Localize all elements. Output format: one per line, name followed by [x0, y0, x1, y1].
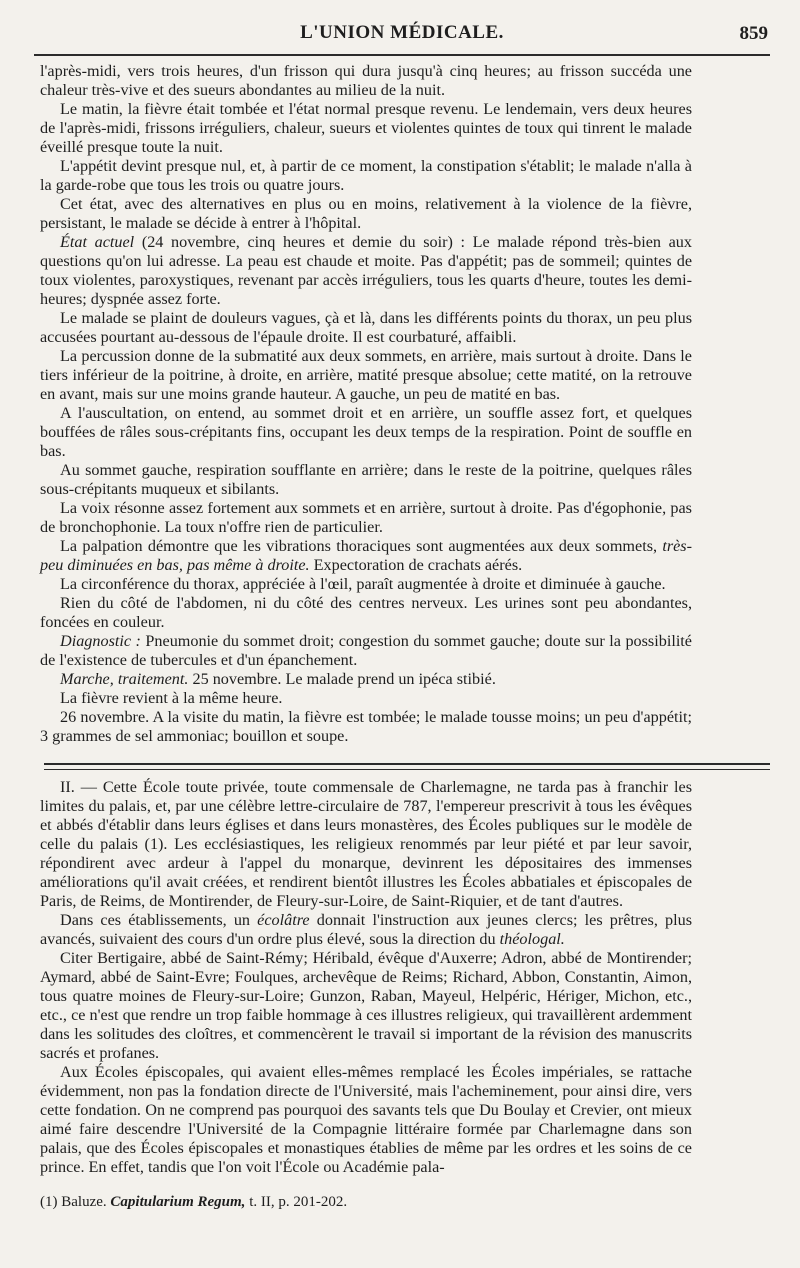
case-paragraph — [40, 499, 692, 537]
text-run: II. — Cette École toute privée, toute commensale de Charlemagne, ne tarda pas à franchir les limites du palais, et, par une célèbre lettre-circulaire de 787, l'empereur prescrivit à tous les évêques et abbés d'établir dans leurs églises et dans leurs monastères, des Écoles publiques sur le modèle de celle du palais (1). Les ecclésiastiques, les religieux renommés par leur piété et par leur savoir, répondirent avec ardeur à l'appel du monarque, devinrent les dépositaires des immenses améliorations qu'il avait créées, et rendirent bientôt illustres les Écoles abbatiales et épiscopales de Paris, de Reims, de Montirender, de Fleury-sur-Loire, de Saint-Riquier, et de tant d'autres. — [40, 778, 692, 910]
history-paragraph — [40, 1063, 692, 1177]
feuilleton-text — [40, 778, 692, 1177]
text-run: Expectoration de crachats aérés. — [309, 556, 523, 574]
case-paragraph — [40, 689, 692, 708]
text-run: La voix résonne assez fortement aux sommets et en arrière, surtout à droite. Pas d'égophonie, pas de bronchophonie. La toux n'offre rien de particulier. — [40, 499, 692, 536]
case-paragraph — [40, 347, 692, 404]
text-run: Le malade se plaint de douleurs vagues, çà et là, dans les différents points du thorax, un peu plus accusées pourtant au-dessous de l'épaule droite. Il est courbaturé, affaibli. — [40, 309, 692, 346]
italic-run: théologal. — [499, 930, 565, 948]
italic-run: Marche, traitement. — [60, 670, 189, 688]
case-paragraph — [40, 632, 692, 670]
text-run: Citer Bertigaire, abbé de Saint-Rémy; Héribald, évêque d'Auxerre; Adron, abbé de Montirender; Aymard, abbé de Saint-Evre; Foulques, archevêque de Reims; Richard, Abbon, Constantin, Aimon, tous quatre moines de Fleury-sur-Loire; Gunzon, Raban, Mayeul, Helpéric, Hériger, Michon, etc., etc., ce n'est que rendre un trop faible hommage à ces illustres religieux, qui travaillèrent ardemment dans les solitudes des cloîtres, et commencèrent le travail si important de la révision des manuscrits sacrés et profanes. — [40, 949, 692, 1062]
history-paragraph — [40, 911, 692, 949]
case-paragraph — [40, 461, 692, 499]
case-paragraph — [40, 404, 692, 461]
case-paragraph — [40, 62, 692, 100]
running-title: L'UNION MÉDICALE. — [300, 22, 504, 43]
case-paragraph — [40, 309, 692, 347]
text-run: La fièvre revient à la même heure. — [60, 689, 283, 707]
case-paragraph — [40, 575, 692, 594]
text-run: Aux Écoles épiscopales, qui avaient elles-mêmes remplacé les Écoles impériales, se rattache évidemment, non pas la fondation directe de l'Université, mais l'acheminement, pour ainsi dire, vers cette fondation. On ne comprend pas pourquoi des savants tels que Du Boulay et Crevier, ont mieux aimé faire descendre l'Université de la Compagnie littéraire formée par Charlemagne dans son palais, que des Écoles épiscopales et monastiques établies de même par les ordres et les soins de ce prince. En effet, tandis que l'on voit l'École ou Académie pala- — [40, 1063, 692, 1176]
history-paragraph — [40, 778, 692, 911]
text-run: Cet état, avec des alternatives en plus ou en moins, relativement à la violence de la fièvre, persistant, le malade se décide à entrer à l'hôpital. — [40, 195, 692, 232]
text-run: Rien du côté de l'abdomen, ni du côté des centres nerveux. Les urines sont peu abondantes, foncées en couleur. — [40, 594, 692, 631]
text-run: 25 novembre. Le malade prend un ipéca stibié. — [188, 670, 496, 688]
italic-run: très-peu diminuées en bas, pas même à droite. — [40, 537, 692, 574]
text-run: Pneumonie du sommet droit; congestion du sommet gauche; doute sur la possibilité de l'existence de tubercules et d'un épanchement. — [40, 632, 692, 669]
footnote — [40, 1193, 692, 1211]
history-paragraph — [40, 949, 692, 1063]
text-run: 26 novembre. A la visite du matin, la fièvre est tombée; le malade tousse moins; un peu d'appétit; 3 grammes de sel ammoniac; bouillon et soupe. — [40, 708, 692, 745]
footnote-marker: (1) Baluze. — [40, 1194, 107, 1210]
text-run: Au sommet gauche, respiration soufflante en arrière; dans le reste de la poitrine, quelques râles sous-crépitants muqueux et sibilants. — [40, 461, 692, 498]
section-separator-thick — [44, 763, 770, 765]
text-run: (24 novembre, cinq heures et demie du soir) : Le malade répond très-bien aux questions qu'on lui adresse. La peau est chaude et moite. Pas d'appétit; pas de sommeil; quintes de toux violentes, paroxystiques, revenant par accès irréguliers, tous les quarts d'heure, toutes les demi-heures; dyspnée assez forte. — [40, 233, 692, 308]
text-run: La palpation démontre que les vibrations thoraciques sont augmentées aux deux sommets, — [60, 537, 663, 555]
italic-run: État actuel — [60, 233, 135, 251]
text-run: La circonférence du thorax, appréciée à l'œil, paraît augmentée à droite et diminuée à gauche. — [60, 575, 666, 593]
case-paragraph — [40, 233, 692, 309]
case-paragraph — [40, 708, 692, 746]
text-run: l'après-midi, vers trois heures, d'un frisson qui dura jusqu'à cinq heures; au frisson succéda une chaleur très-vive et des sueurs abondantes au milieu de la nuit. — [40, 62, 692, 99]
footnote-source: Capitularium Regum, — [110, 1194, 246, 1210]
case-paragraph — [40, 100, 692, 157]
page-number: 859 — [739, 23, 768, 44]
section-separator-thin — [44, 769, 770, 770]
page-header — [32, 22, 772, 50]
italic-run: écolâtre — [257, 911, 310, 929]
case-paragraph — [40, 594, 692, 632]
case-paragraph — [40, 157, 692, 195]
text-run: donnait l'instruction aux jeunes clercs; les prêtres, plus avancés, suivaient des cours d'un ordre plus élevé, sous la direction du — [40, 911, 693, 948]
text-run: L'appétit devint presque nul, et, à partir de ce moment, la constipation s'établit; le malade n'alla à la garde-robe que tous les trois ou quatre jours. — [40, 157, 692, 194]
text-run: La percussion donne de la submatité aux deux sommets, en arrière, mais surtout à droite. Dans le tiers inférieur de la poitrine, à droite, en arrière, matité presque absolue; cette matité, on la retrouve en avant, mais sur une moins grande hauteur. A gauche, un peu de matité en bas. — [40, 347, 692, 403]
case-paragraph — [40, 195, 692, 233]
text-run: A l'auscultation, on entend, au sommet droit et en arrière, un souffle assez fort, et quelques bouffées de râles sous-crépitants fins, occupant les deux temps de la respiration. Point de souffle en bas. — [40, 404, 692, 460]
text-run: Dans ces établissements, un — [60, 911, 258, 929]
case-report-text — [40, 62, 692, 746]
header-rule — [34, 54, 770, 56]
case-paragraph — [40, 537, 692, 575]
text-run: Le matin, la fièvre était tombée et l'état normal presque revenu. Le lendemain, vers deux heures de l'après-midi, frissons irréguliers, chaleur, sueurs et violentes quintes de toux qui tinrent le malade éveillé presque toute la nuit. — [40, 100, 692, 156]
case-paragraph — [40, 670, 692, 689]
footnote-reference: t. II, p. 201-202. — [249, 1194, 348, 1210]
italic-run: Diagnostic : — [60, 632, 141, 650]
